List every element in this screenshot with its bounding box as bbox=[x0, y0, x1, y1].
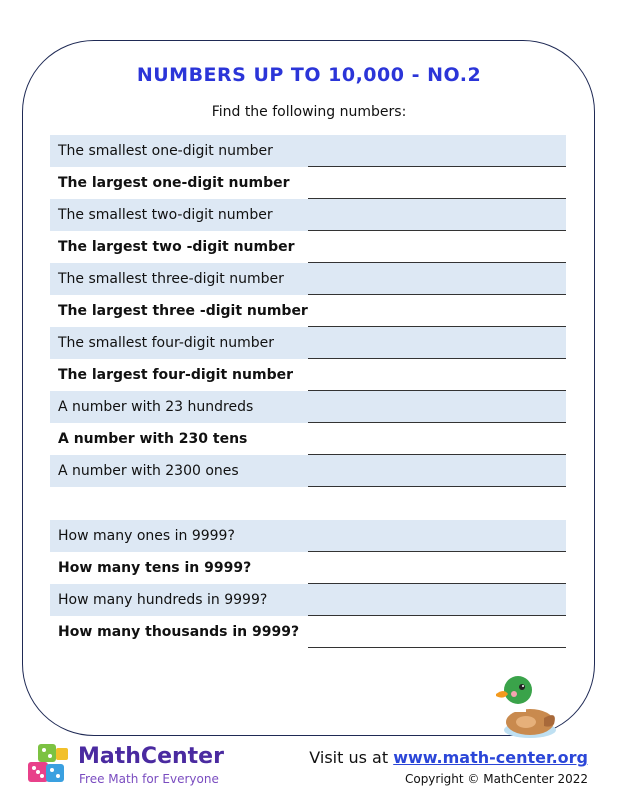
question-text: The largest one-digit number bbox=[58, 175, 290, 191]
question-text: How many thousands in 9999? bbox=[58, 624, 300, 640]
answer-line[interactable] bbox=[308, 486, 566, 487]
question-row bbox=[50, 455, 566, 487]
dice-logo-icon bbox=[26, 742, 72, 788]
question-row bbox=[50, 327, 566, 359]
answer-line[interactable] bbox=[308, 647, 566, 648]
question-text: The largest four-digit number bbox=[58, 367, 293, 383]
question-text: A number with 2300 ones bbox=[58, 463, 239, 479]
question-text: The smallest four-digit number bbox=[58, 335, 275, 351]
question-row bbox=[50, 263, 566, 295]
section-gap bbox=[50, 487, 566, 520]
question-text: How many hundreds in 9999? bbox=[58, 592, 268, 608]
question-text: The smallest two-digit number bbox=[58, 207, 273, 223]
question-row bbox=[50, 520, 566, 552]
question-row bbox=[50, 167, 566, 199]
visit-label: Visit us at bbox=[309, 748, 389, 767]
question-list bbox=[50, 135, 566, 648]
question-text: A number with 23 hundreds bbox=[58, 399, 254, 415]
brand-tagline: Free Math for Everyone bbox=[79, 772, 219, 786]
question-row bbox=[50, 616, 566, 648]
question-text: The smallest three-digit number bbox=[58, 271, 284, 287]
question-row bbox=[50, 199, 566, 231]
question-text: How many tens in 9999? bbox=[58, 560, 252, 576]
instructions: Find the following numbers: bbox=[211, 104, 407, 120]
question-text: How many ones in 9999? bbox=[58, 528, 235, 544]
question-row bbox=[50, 231, 566, 263]
duck-mascot-icon bbox=[492, 664, 562, 744]
question-text: The largest two -digit number bbox=[58, 239, 295, 255]
visit-line bbox=[309, 748, 588, 767]
question-text: The smallest one-digit number bbox=[58, 143, 273, 159]
question-text: A number with 230 tens bbox=[58, 431, 248, 447]
brand-name: MathCenter bbox=[78, 744, 224, 769]
question-row bbox=[50, 423, 566, 455]
question-row bbox=[50, 584, 566, 616]
question-text: The largest three -digit number bbox=[58, 303, 308, 319]
question-row bbox=[50, 135, 566, 167]
question-row bbox=[50, 391, 566, 423]
question-row bbox=[50, 552, 566, 584]
website-link[interactable]: www.math-center.org bbox=[393, 748, 588, 767]
copyright: Copyright © MathCenter 2022 bbox=[404, 772, 588, 786]
question-row bbox=[50, 295, 566, 327]
worksheet-title: NUMBERS UP TO 10,000 - NO.2 bbox=[136, 64, 482, 86]
question-row bbox=[50, 359, 566, 391]
